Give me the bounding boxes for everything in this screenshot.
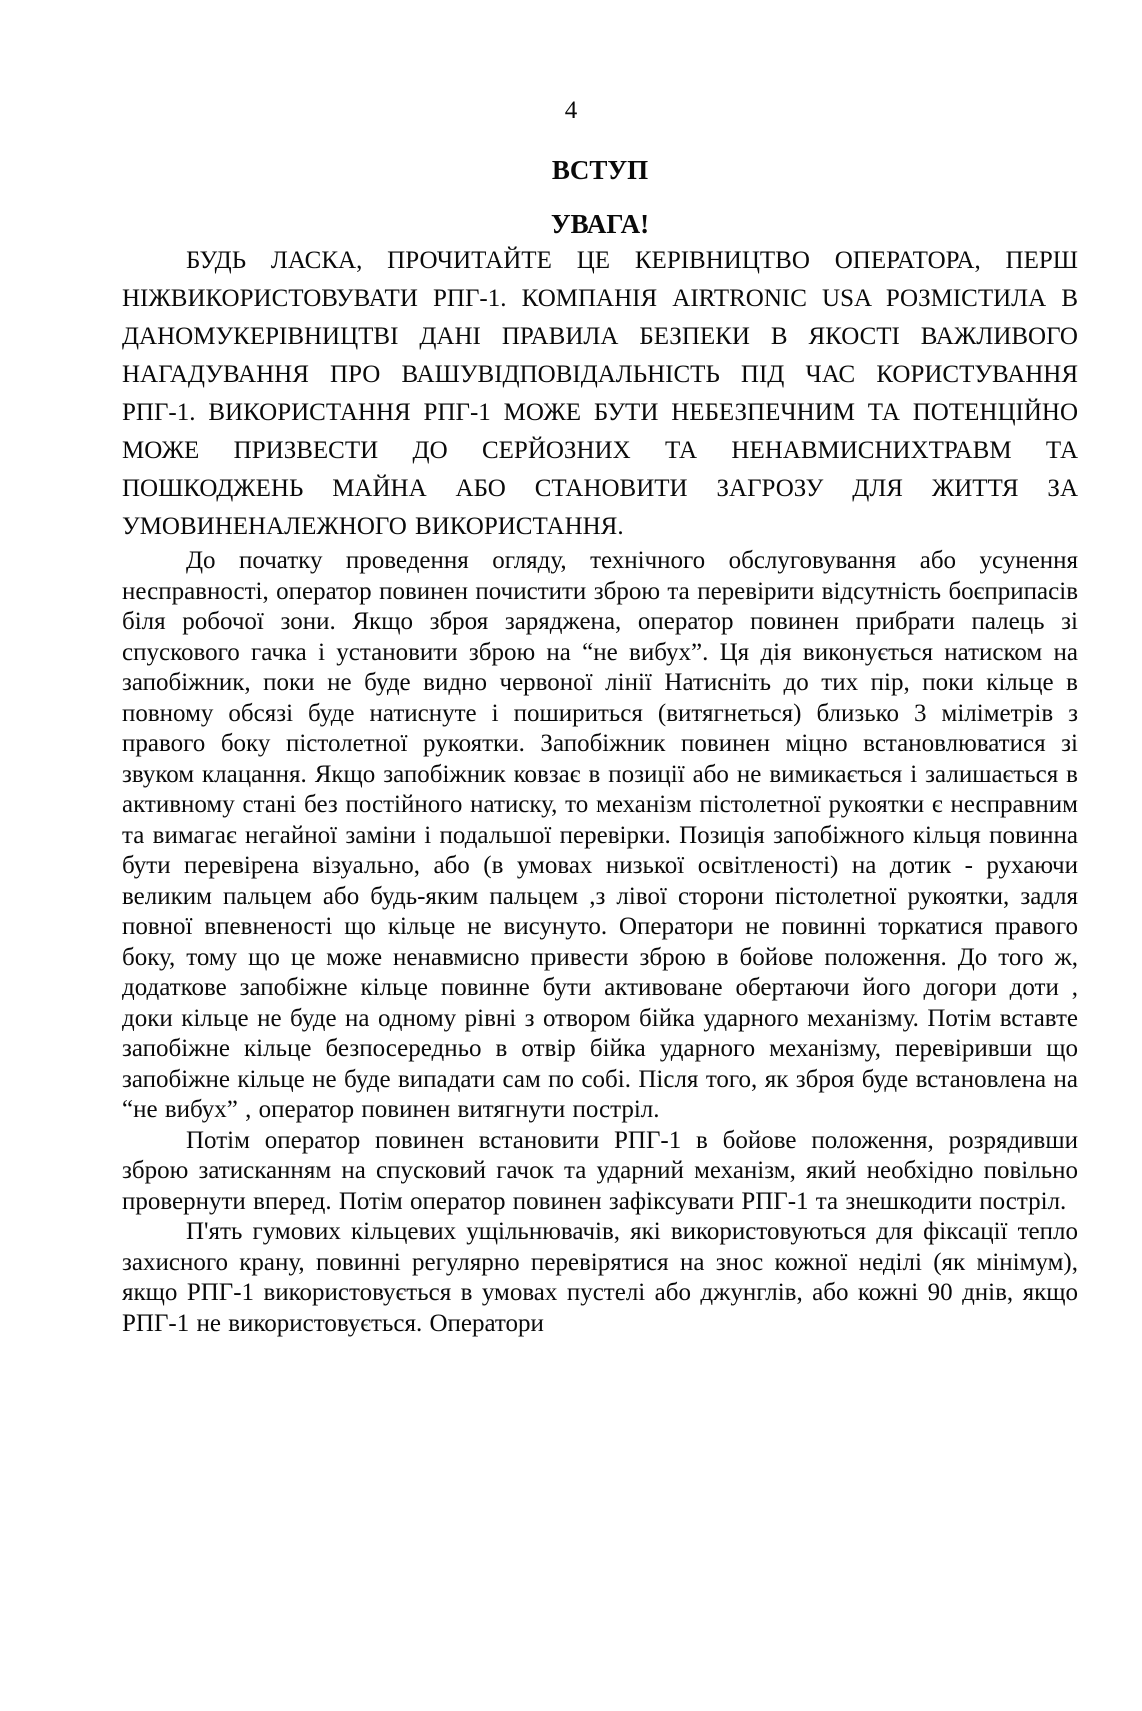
page-content bbox=[0, 152, 1142, 1339]
document-page bbox=[0, 96, 1142, 1711]
paragraph-seal-maintenance: П'ять гумових кільцевих ущільнювачів, які використовуються для фіксації тепло захисного крану, повинні регулярно перевірятися на знос кожної неділі (як мінімум), якщо РПГ-1 використовується в умовах пустелі або джунглів, або кожні 90 днів, якщо РПГ-1 не використовується. Оператори bbox=[122, 1218, 1078, 1337]
paragraph-inspection-procedure: До початку проведення огляду, технічного обслуговування або усунення несправності, оператор повинен почистити зброю та перевірити відсутність боєприпасів біля робочої зони. Якщо зброя заряджена, оператор повинен прибрати палець зі спускового гачка і установити зброю на “не вибух”. Ця дія виконується натиском на запобіжник, поки не буде видно червоної лінії Натисніть до тих пір, поки кільце в повному обсязі буде натиснуте і пошириться (витягнеться) близько 3 міліметрів з правого боку пістолетної рукоятки. Запобіжник повинен міцно встановлюватися зі звуком клацання. Якщо запобіжник ковзає в позиції або не вимикається і залишається в активному стані без постійного натиску, то механізм пістолетної рукоятки є несправним та вимагає негайної заміни і подальшої перевірки. Позиція запобіжного кільця повинна бути перевірена візуально, або (в умовах низької освітленості) на дотик - рухаючи великим пальцем або будь-яким пальцем ,з лівої сторони пістолетної рукоятки, задля повної впевненості що кільце не висунуто. Оператори не повинні торкатися правого боку, тому що це може ненавмисно привести зброю в бойове положення. До того ж, додаткове запобіжне кільце повинне бути активоване обертаючи його догори доти , доки кільце не буде на одному рівні з отвором бійка ударного механізму. Потім вставте запобіжне кільце безпосередньо в отвір бійка ударного механізму, перевіривши що запобіжне кільце не буде випадати сам по собі. Після того, як зброя буде встановлена на “не вибух” , оператор повинен витягнути постріл. bbox=[122, 547, 1078, 1123]
page-number: 4 bbox=[564, 97, 578, 124]
page-title: ВСТУП bbox=[551, 155, 649, 185]
paragraph-safety-notice: БУДЬ ЛАСКА, ПРОЧИТАЙТЕ ЦЕ КЕРІВНИЦТВО ОПЕРАТОРА, ПЕРШ НІЖВИКОРИСТОВУВАТИ РПГ-1. КОМПАНІЯ AIRTRONIC USA РОЗМІСТИЛА В ДАНОМУКЕРІВНИЦТВІ ДАНІ ПРАВИЛА БЕЗПЕКИ В ЯКОСТІ ВАЖЛИВОГО НАГАДУВАННЯ ПРО ВАШУВІДПОВІДАЛЬНІСТЬ ПІД ЧАС КОРИСТУВАННЯ РПГ-1. ВИКОРИСТАННЯ РПГ-1 МОЖЕ БУТИ НЕБЕЗПЕЧНИМ ТА ПОТЕНЦІЙНО МОЖЕ ПРИЗВЕСТИ ДО СЕРЙОЗНИХ ТА НЕНАВМИСНИХТРАВМ ТА ПОШКОДЖЕНЬ МАЙНА АБО СТАНОВИТИ ЗАГРОЗУ ДЛЯ ЖИТТЯ ЗА УМОВИНЕНАЛЕЖНОГО ВИКОРИСТАННЯ. bbox=[122, 247, 1078, 540]
attention-heading: УВАГА! bbox=[550, 209, 650, 239]
paragraph-arming-procedure: Потім оператор повинен встановити РПГ-1 в бойове положення, розрядивши зброю затисканням на спусковий гачок та ударний механізм, який необхідно повільно провернути вперед. Потім оператор повинен зафіксувати РПГ-1 та знешкодити постріл. bbox=[122, 1126, 1078, 1215]
